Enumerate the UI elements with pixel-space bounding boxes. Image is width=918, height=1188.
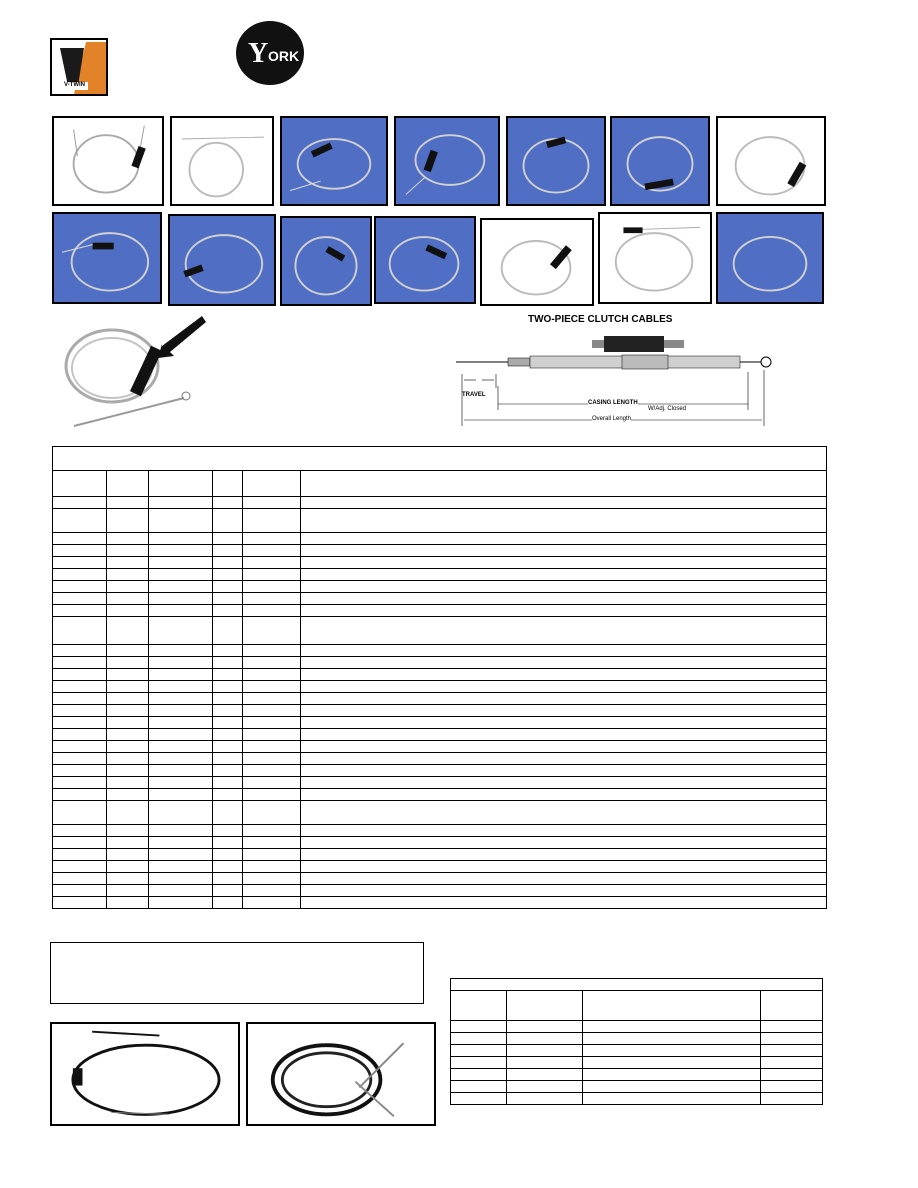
table-row [53,593,827,605]
table-row [53,657,827,669]
table-row [53,645,827,657]
cable-photo-14 [716,212,824,304]
table-row [53,741,827,753]
table-row [53,897,827,909]
main-parts-table [52,446,827,909]
york-logo-letter: Y [248,38,269,69]
table-row [53,849,827,861]
table-row [451,1081,823,1093]
cable-photo-10 [280,216,372,306]
cable-photo-2 [170,116,274,206]
table-row [53,581,827,593]
table-row [451,1093,823,1105]
casing-length-label: CASING LENGTH [588,400,638,406]
cable-photo-12 [480,218,594,306]
table-row [451,1021,823,1033]
table-row [53,693,827,705]
table-row [451,1057,823,1069]
table-row [451,1069,823,1081]
table-row [53,705,827,717]
vtwin-logo [50,38,108,96]
cable-photo-4 [394,116,500,206]
vtwin-logo-text: V-TWIN [64,82,85,88]
cable-photo-8 [52,212,162,304]
cable-photo-9 [168,214,276,306]
diagram-title: TWO-PIECE CLUTCH CABLES [528,314,673,325]
table-row [53,825,827,837]
table-row [53,729,827,741]
table-row [53,717,827,729]
two-piece-cable-photo [54,310,226,434]
cable-photo-11 [374,216,476,304]
cable-photo-1 [52,116,164,206]
secondary-table-title-cell [451,979,823,991]
table-row [451,1033,823,1045]
table-row [53,605,827,617]
table-row [53,885,827,897]
table-row [53,765,827,777]
table-row [53,873,827,885]
clutch-cable-diagram [452,330,782,430]
table-row [451,1045,823,1057]
york-logo-text: ORK [268,48,300,64]
table-row [53,753,827,765]
table-row [53,837,827,849]
table-row [53,557,827,569]
table-header-row [53,471,827,497]
secondary-table-header-row [451,991,823,1021]
table-row [53,801,827,825]
table-title-cell [53,447,827,471]
table-row [53,497,827,509]
table-row [53,545,827,557]
cable-photo-6 [610,116,710,206]
table-row [53,669,827,681]
cable-photo-13 [598,212,712,304]
black-cable-photo-2 [246,1022,436,1126]
travel-label: TRAVEL [462,392,486,398]
table-row [53,861,827,873]
table-row [53,789,827,801]
overall-length-label: Overall Length [592,416,632,422]
table-row [53,509,827,533]
cable-photo-3 [280,116,388,206]
york-logo [234,20,306,86]
secondary-parts-table [450,978,823,1105]
cable-photo-7 [716,116,826,206]
table-row [53,569,827,581]
table-row [53,533,827,545]
table-row [53,617,827,645]
cable-photo-5 [506,116,606,206]
table-row [53,681,827,693]
black-cable-photo-1 [50,1022,240,1126]
notes-box [50,942,424,1004]
table-row [53,777,827,789]
adj-closed-label: W/Adj. Closed [648,406,687,412]
